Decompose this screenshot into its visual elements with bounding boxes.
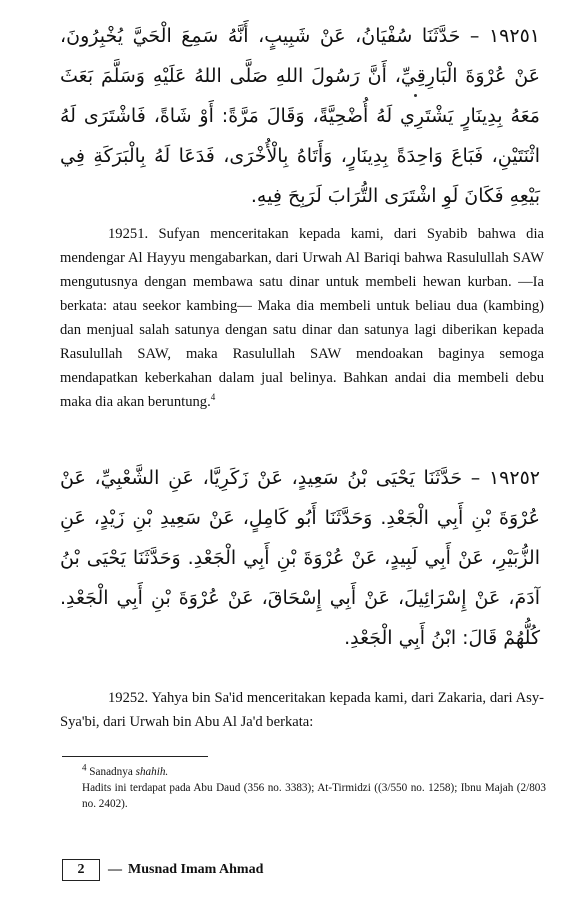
scan-speck — [414, 94, 417, 97]
footnote-reference[interactable]: 4 — [210, 392, 216, 403]
footnote-label: Sanadnya — [89, 766, 133, 778]
footnote-text: Hadits ini terdapat pada Abu Daud (356 no. 3383); At-Tirmidzi ((3/550 no. 1258); Ibnu Majah (2/803 no. 2402). — [82, 782, 546, 810]
footnote-line-1 — [62, 764, 546, 780]
footnote-divider — [62, 756, 208, 757]
page-number-box — [62, 859, 100, 881]
footnote-grade: shahih. — [135, 766, 169, 778]
footer-dash: — — [108, 862, 122, 877]
hadith-19251-arabic: ١٩٢٥١ – حَدَّثَنَا سُفْيَانُ، عَنْ شَبِيبٍ، أَنَّهُ سَمِعَ الْحَيَّ يُخْبِرُونَ، عَنْ عُرْوَةَ الْبَارِقِيِّ، أَنَّ رَسُولَ اللهِ صَلَّى اللهُ عَلَيْهِ وَسَلَّمَ بَعَثَ مَعَهُ بِدِينَارٍ يَشْتَرِي لَهُ أُضْحِيَّةً، وَقَالَ مَرَّةً: أَوْ شَاةً، فَاشْتَرَى لَهُ اثْنَتَيْنِ، فَبَاعَ وَاحِدَةً بِدِينَارٍ، وَأَتَاهُ بِالْأُخْرَى، فَدَعَا لَهُ بِالْبَرَكَةِ فِي بَيْعِهِ فَكَانَ لَوِ اشْتَرَى التُّرَابَ لَرَبِحَ فِيهِ. — [60, 25, 540, 207]
book-title-text: Musnad Imam Ahmad — [128, 862, 264, 877]
book-title — [108, 862, 263, 878]
hadith-19251-translation-text: 19251. Sufyan menceritakan kepada kami, dari Syabib bahwa dia mendengar Al Hayyu mengabarkan, dari Urwah Al Bariqi bahwa Rasulullah SAW mengutusnya dengan membawa satu dinar untuk membeli hewan kurban. —Ia berkata: atau seekor kambing— Maka dia membeli untuk beliau dua (kambing) dan menjual salah satunya dengan satu dinar dan satunya lagi diberikan kepada Rasulullah SAW, maka Rasulullah SAW mendoakan baginya semoga mendapatkan keberkahan dalam jual belinya. Bahkan andai dia membeli debu maka dia akan beruntung. — [60, 226, 544, 410]
page-footer — [62, 858, 263, 882]
hadith-19252-translation: 19252. Yahya bin Sa'id menceritakan kepada kami, dari Zakaria, dari Asy-Sya'bi, dari Urwah bin Abu Al Ja'd berkata: — [60, 690, 544, 730]
footnote — [62, 764, 546, 812]
footnote-marker: 4 — [82, 762, 87, 773]
hadith-19252-arabic: ١٩٢٥٢ – حَدَّثَنَا يَحْيَى بْنُ سَعِيدٍ، عَنْ زَكَرِيَّا، عَنِ الشَّعْبِيِّ، عَنْ عُرْوَةَ بْنِ أَبِي الْجَعْدِ. وَحَدَّثَنَا أَبُو كَامِلٍ، عَنْ سَعِيدِ بْنِ زَيْدٍ، عَنِ الزُّبَيْرِ، عَنْ أَبِي لَبِيدٍ، عَنْ عُرْوَةَ بْنِ أَبِي الْجَعْدِ. وَحَدَّثَنَا يَحْيَى بْنُ آدَمَ، عَنْ إِسْرَائِيلَ، عَنْ أَبِي إِسْحَاقَ، عَنْ عُرْوَةَ بْنِ أَبِي الْجَعْدِ. كُلُّهُمْ قَالَ: ابْنُ أَبِي الْجَعْدِ. — [60, 467, 540, 649]
page-number: 2 — [77, 862, 85, 877]
hadith-19251-translation — [60, 222, 544, 414]
